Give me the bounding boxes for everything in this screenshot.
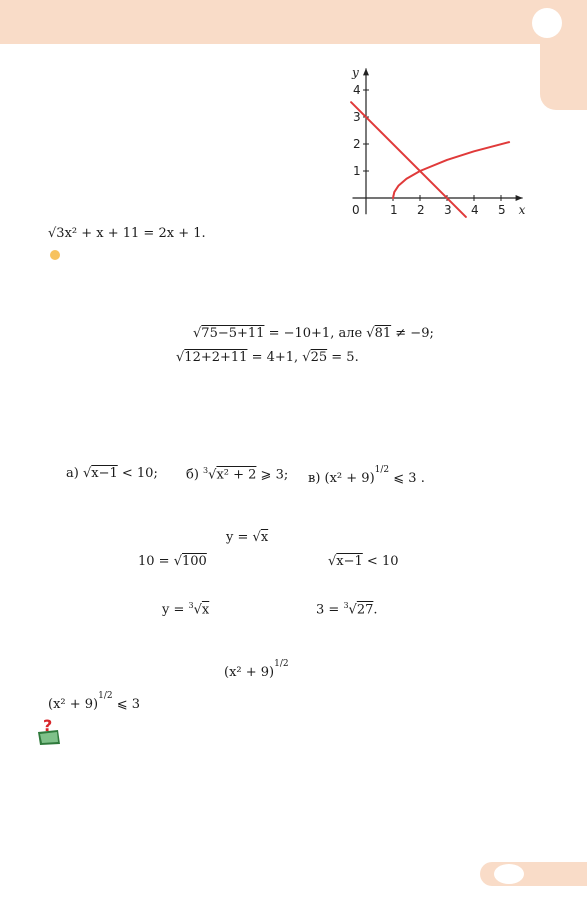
- note-y-cbrt: y = $^3$√x: [162, 601, 210, 618]
- equation-text: 3x² + x + 11 = 2x + 1.: [56, 226, 206, 241]
- svg-text:?: ?: [43, 718, 53, 735]
- origin-label: 0: [352, 203, 360, 217]
- x-tick-label: 3: [444, 203, 452, 217]
- x-tick-label: 4: [471, 203, 479, 217]
- radical-sign: √: [48, 226, 57, 241]
- x-tick-label: 1: [390, 203, 398, 217]
- note-power-inequality: $(x^2 + 9)^{1/2}$ ⩽ 3: [48, 691, 141, 712]
- y-axis-arrow: [363, 68, 369, 75]
- check-line-2: √12+2+11 = 4+1, √25 = 5.: [176, 350, 359, 365]
- bullet-marker: [50, 250, 60, 260]
- function-graph: [330, 58, 530, 233]
- page-number-circle: [494, 864, 524, 884]
- note-power: $(x^2 + 9)^{1/2}$: [224, 659, 289, 680]
- main-equation: [48, 226, 206, 241]
- x-tick-label: 5: [498, 203, 506, 217]
- page-marker-circle: [532, 8, 562, 38]
- y-tick-label: 1: [353, 164, 361, 178]
- question-folder-icon: [36, 718, 62, 746]
- x-axis-label: x: [518, 203, 526, 217]
- check-line-1: √75−5+11 = −10+1, але √81 ≠ −9;: [193, 326, 434, 341]
- x-tick-label: 2: [417, 203, 425, 217]
- task-a: а) √x−1 < 10;: [66, 466, 158, 481]
- note-y-sqrt: y = √x: [226, 530, 269, 545]
- y-tick-label: 4: [353, 83, 361, 97]
- note-inequality: √x−1 < 10: [328, 554, 399, 569]
- y-tick-label: 3: [353, 110, 361, 124]
- y-axis-label: y: [352, 65, 359, 80]
- note-three: 3 = $^3$√27.: [316, 601, 378, 618]
- x-axis-arrow: [516, 195, 523, 201]
- note-ten: 10 = √100: [138, 554, 207, 569]
- task-c: в) $(x^2 + 9)^{1/2}$ ⩽ 3 .: [308, 465, 425, 486]
- y-tick-label: 2: [353, 137, 361, 151]
- task-b: б) $^3$√x² + 2 ⩾ 3;: [186, 466, 289, 483]
- sqrt-curve: [393, 142, 509, 198]
- header-band: [0, 0, 587, 44]
